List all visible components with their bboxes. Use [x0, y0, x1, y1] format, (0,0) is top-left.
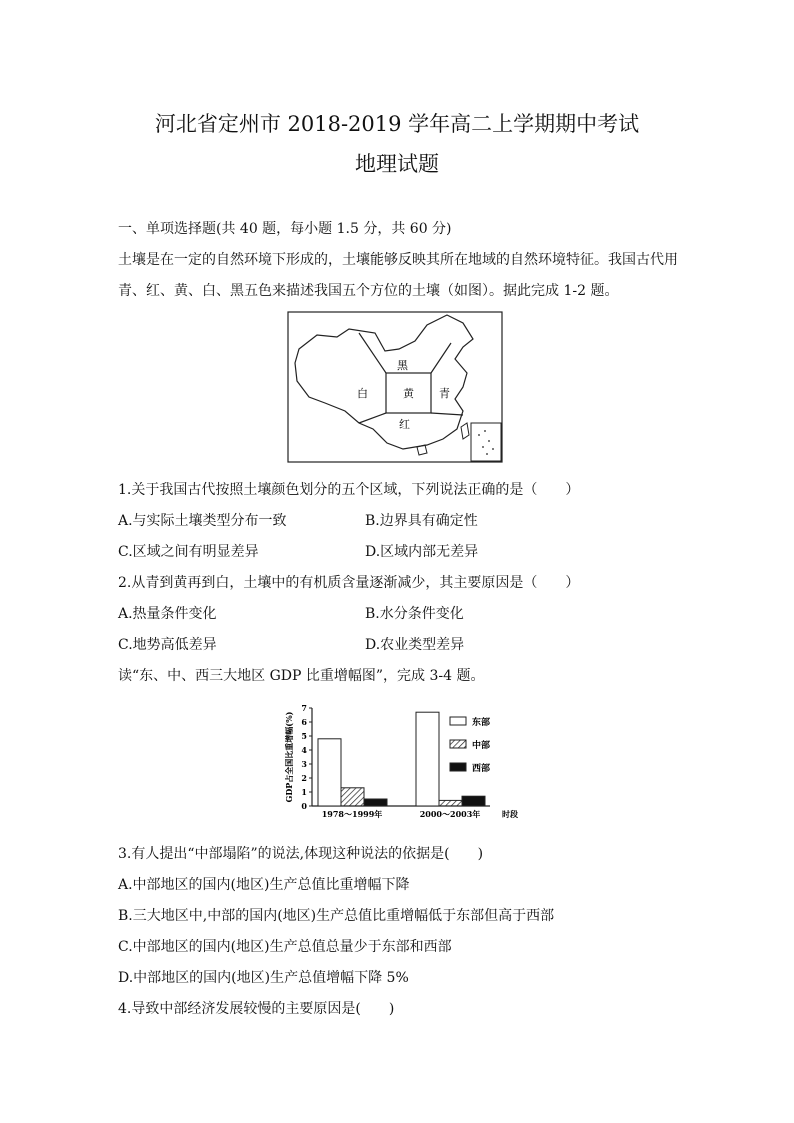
bar: [364, 799, 387, 806]
legend-swatch: [450, 763, 466, 771]
question-3-option-b: B.三大地区中,中部的国内(地区)生产总值比重增幅低于东部但高于西部: [118, 908, 555, 924]
legend-swatch: [450, 717, 466, 725]
y-tick-label: 5: [301, 731, 307, 741]
page-subtitle: 地理试题: [355, 152, 439, 176]
page-title: 河北省定州市 2018-2019 学年高二上学期期中考试: [154, 112, 640, 136]
y-tick-label: 2: [301, 773, 307, 783]
intro-paragraph-line-1: 土壤是在一定的自然环境下形成的，土壤能够反映其所在地域的自然环境特征。我国古代用: [118, 252, 678, 268]
map-label-center: 黄: [403, 387, 414, 400]
intro-2: 读“东、中、西三大地区 GDP 比重增幅图”，完成 3-4 题。: [118, 668, 485, 684]
question-1-option-d: D.区域内部无差异: [365, 544, 479, 560]
question-3-option-a: A.中部地区的国内(地区)生产总值比重增幅下降: [118, 877, 410, 893]
map-label-north: 黑: [397, 359, 408, 372]
x-category-label: 2000～2003年: [419, 809, 481, 819]
question-1-option-b: B.边界具有确定性: [365, 513, 478, 529]
question-1-option-a: A.与实际土壤类型分布一致: [118, 513, 287, 529]
y-tick-label: 6: [301, 717, 307, 727]
x-axis-label: 时段: [502, 809, 518, 819]
bar: [462, 796, 485, 806]
legend-label: 东部: [472, 718, 491, 728]
question-2-option-d: D.农业类型差异: [365, 637, 465, 653]
bar: [416, 712, 439, 806]
question-2-option-a: A.热量条件变化: [118, 606, 217, 622]
map-label-east: 青: [439, 387, 450, 400]
bar: [439, 800, 462, 806]
section-heading: 一、单项选择题(共 40 题，每小题 1.5 分，共 60 分): [118, 221, 452, 237]
gdp-share-growth-chart: [282, 703, 522, 821]
x-category-label: 1978～1999年: [321, 809, 383, 819]
y-axis-label: GDP占全国比重增幅(%): [284, 711, 294, 803]
legend-label: 西部: [472, 764, 491, 774]
china-soil-color-map: [287, 311, 503, 463]
y-tick-label: 7: [301, 703, 307, 713]
legend-label: 中部: [472, 741, 491, 751]
question-2-option-c: C.地势高低差异: [118, 637, 217, 653]
legend-swatch: [450, 740, 466, 748]
y-tick-label: 3: [301, 759, 307, 769]
intro-paragraph-line-2: 青、红、黄、白、黑五色来描述我国五个方位的土壤（如图）。据此完成 1-2 题。: [118, 283, 619, 299]
y-tick-label: 0: [301, 801, 307, 811]
question-3-option-c: C.中部地区的国内(地区)生产总值总量少于东部和西部: [118, 939, 452, 955]
question-3-stem: 3.有人提出“中部塌陷”的说法,体现这种说法的依据是( ): [118, 846, 484, 862]
question-1-stem: 1.关于我国古代按照土壤颜色划分的五个区域，下列说法正确的是（ ）: [118, 482, 580, 498]
bar: [318, 739, 341, 806]
question-3-option-d: D.中部地区的国内(地区)生产总值增幅下降 5%: [118, 970, 409, 986]
question-2-option-b: B.水分条件变化: [365, 606, 464, 622]
map-label-west: 白: [357, 387, 368, 400]
y-tick-label: 1: [301, 787, 307, 797]
question-1-option-c: C.区域之间有明显差异: [118, 544, 259, 560]
y-tick-label: 4: [301, 745, 307, 755]
map-label-south: 红: [399, 418, 410, 431]
question-4-stem: 4.导致中部经济发展较慢的主要原因是( ): [118, 1001, 395, 1017]
bar: [341, 788, 364, 806]
question-2-stem: 2.从青到黄再到白，土壤中的有机质含量逐渐减少，其主要原因是（ ）: [118, 575, 580, 591]
